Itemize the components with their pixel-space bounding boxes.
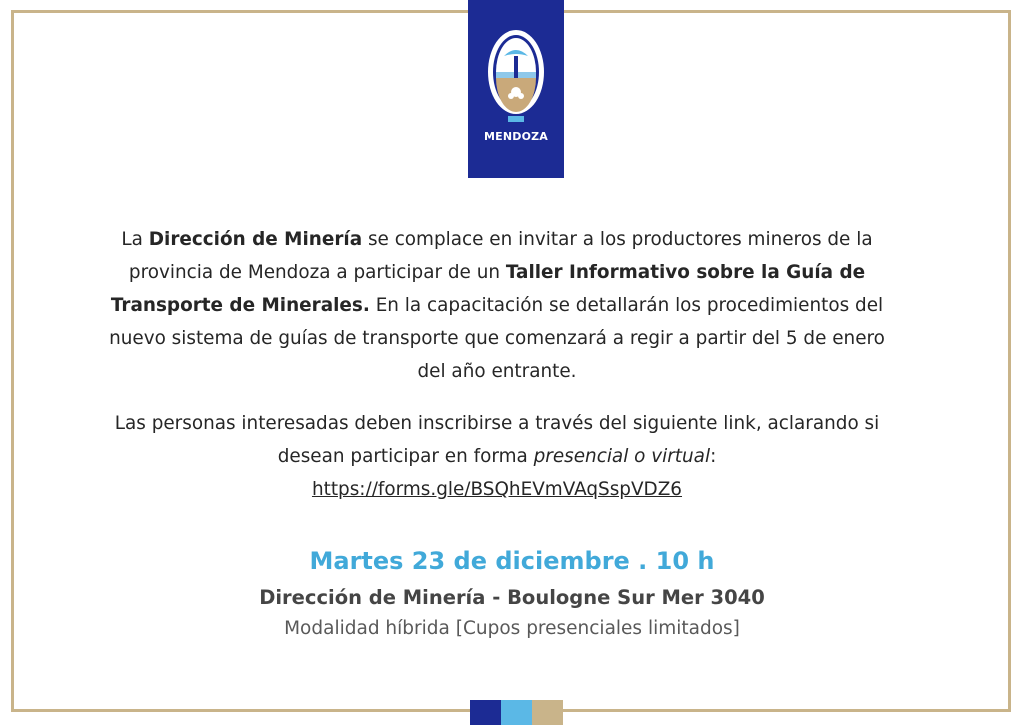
modality-options: presencial o virtual: [533, 446, 711, 467]
text-fragment: se complace en invitar a los productores mineros de la provincia de Mendoza a participar de un: [128, 229, 873, 283]
text-fragment: En la capacitación se detallarán los procedimientos del nuevo sistema de guías de transporte que comenzará a regir a partir del 5 de enero del año entrante.: [109, 295, 885, 382]
event-location: Dirección de Minería - Boulogne Sur Mer 3040: [259, 586, 765, 609]
registration-paragraph: [102, 407, 892, 506]
logo-text: MENDOZA: [483, 130, 549, 143]
event-date: Martes 23 de diciembre . 10 h: [309, 547, 715, 575]
text-fragment: :: [710, 446, 717, 467]
workshop-title: Taller Informativo sobre la Guía de Transporte de Minerales.: [110, 262, 866, 316]
footer-stripe-gold: [532, 700, 563, 725]
registration-link[interactable]: https://forms.gle/BSQhEVmVAqSspVDZ6: [311, 479, 683, 500]
organizer-name: Dirección de Minería: [148, 229, 363, 250]
text-fragment: Las personas interesadas deben inscribirse a través del siguiente link, aclarando si desean participar en forma: [114, 413, 880, 467]
header-banner: [468, 0, 564, 178]
text-fragment: La: [121, 229, 149, 250]
event-modality: Modalidad híbrida [Cupos presenciales limitados]: [284, 618, 740, 639]
footer-stripe-blue: [470, 700, 501, 725]
coat-of-arms-icon: [482, 26, 550, 126]
footer-stripe-lightblue: [501, 700, 532, 725]
invitation-paragraph: [102, 223, 892, 388]
